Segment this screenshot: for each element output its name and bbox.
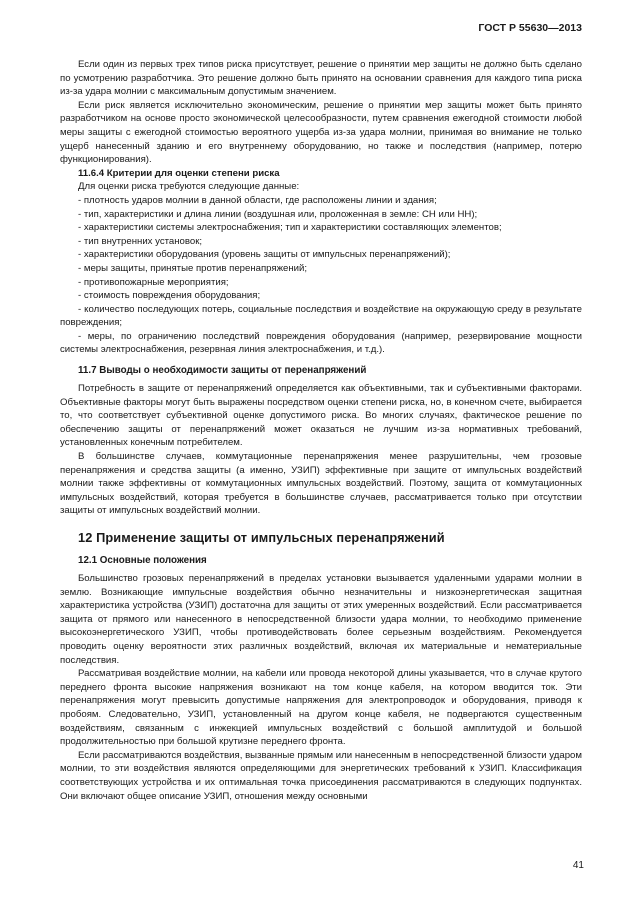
paragraph: Если риск является исключительно экономическим, решение о принятии мер защиты может быть принято разработчиком на основе просто экономической целесообразности, путем сравнения ежегодной стоимости любой меры защиты с ежегодной стоимостью вероятного ущерба из-за удара молнии, принимая во внимание не только ущерб нанесенный зданию и его внутреннему оборудованию, но также и последствия (например, потерю функционирования). [60, 99, 582, 166]
subsection-heading: 11.6.4 Критерии для оценки степени риска [78, 167, 280, 179]
list-item: - тип внутренних установок; [78, 235, 203, 247]
list-item: - характеристики оборудования (уровень защиты от импульсных перенапряжений); [78, 249, 451, 261]
paragraph: - меры, по ограничению последствий повреждения оборудования (например, резервирование мощности системы электроснабжения, резервная линия электроснабжения, и т.д.). [60, 330, 582, 356]
section-heading: 11.7 Выводы о необходимости защиты от перенапряжений [78, 365, 367, 377]
page-content [60, 58, 582, 803]
paragraph: Рассматривая воздействие молнии, на кабели или провода некоторой длины указывается, что в случае крутого переднего фронта высокие напряжения возникают на том конце кабеля, на котором вводится ток. Эти перенапряжения могут превысить допустимые напряжения для электропроводок и оборудования, приводя к пробоям. Следовательно, УЗИП, установленный на другом конце кабеля, не подвергаются существенным воздействиям, связанным с инжекцией импульсных воздействий с большой амплитудой и большой продолжительностью при большой крутизне переднего фронта. [60, 668, 582, 748]
list-item: - противопожарные мероприятия; [78, 276, 229, 288]
chapter-heading: 12 Применение защиты от импульсных перенапряжений [78, 530, 445, 545]
section-heading: 12.1 Основные положения [78, 555, 207, 566]
paragraph: Если рассматриваются воздействия, вызванные прямым или нанесенным в непосредственной близости ударом молнии, то эти воздействия являются определяющими для энергетических требований к УЗИП. Классификация соответствующих устройства и их оптимальная точка присоединения рассматриваются в следующих подпунктах. Они включают общее описание УЗИП, отношения между основными [60, 749, 582, 802]
paragraph: - количество последующих потерь, социальные последствия и воздействие на окружающую среду в результате повреждения; [60, 303, 582, 329]
list-item: - плотность ударов молнии в данной области, где расположены линии и здания; [78, 194, 437, 206]
paragraph: В большинстве случаев, коммутационные перенапряжения менее разрушительны, чем грозовые перенапряжения и средства защиты (а именно, УЗИП) эффективные при защите от импульсных воздействий молнии также эффективны от коммутационных импульсных воздействий. Поэтому, защита от коммутационных импульсных воздействий, которая требуется в большинстве случаев, рассматривается только при отсутствии защиты от импульсных воздействий молнии. [60, 451, 582, 517]
paragraph: Большинство грозовых перенапряжений в пределах установки вызывается удаленными ударами молнии в землю. Возникающие импульсные воздействия обычно незначительны и низкоэнергетическая защитная характеристика устройства (УЗИП) достаточна для защиты от этих умеренных воздействий. Если рассматривается защита от прямого или нанесенного в непосредственной близости удара молнии, то необходимо применение высокоэнергетического УЗИП, чтобы противодействовать более серьезным воздействиям. Рекомендуется проводить оценку вероятности этих различных воздействий, включая их материальные и нематериальные последствия. [60, 573, 582, 666]
page-number: 41 [572, 860, 584, 871]
paragraph: Потребность в защите от перенапряжений определяется как объективными, так и субъективными факторами. Объективные факторы могут быть выражены посредством оценки степени риска, но, в конечном счете, выбирается то, что соответствует субъективной оценке допустимого риска. Во многих случаях, фактическое решение по обеспечению защиты от перенапряжений может оказаться не лучшим из-за нормативных требований, установленных конечным потребителем. [60, 383, 582, 449]
list-item: Для оценки риска требуются следующие данные: [78, 181, 300, 193]
list-item: - характеристики системы электроснабжения; тип и характеристики составляющих элементов; [78, 222, 502, 234]
paragraph: Если один из первых трех типов риска присутствует, решение о принятии мер защиты не должно быть сделано по усмотрению разработчика. Это решение должно быть принято на основании сравнения для каждого типа риска из-за удара молнии с максимальным допустимым значением. [60, 59, 582, 98]
list-item: - тип, характеристики и длина линии (воздушная или, проложенная в земле: СН или НН); [78, 208, 478, 220]
list-item: - стоимость повреждения оборудования; [78, 290, 261, 302]
list-item: - меры защиты, принятые против перенапряжений; [78, 262, 308, 274]
standard-header: ГОСТ Р 55630—2013 [478, 22, 582, 34]
